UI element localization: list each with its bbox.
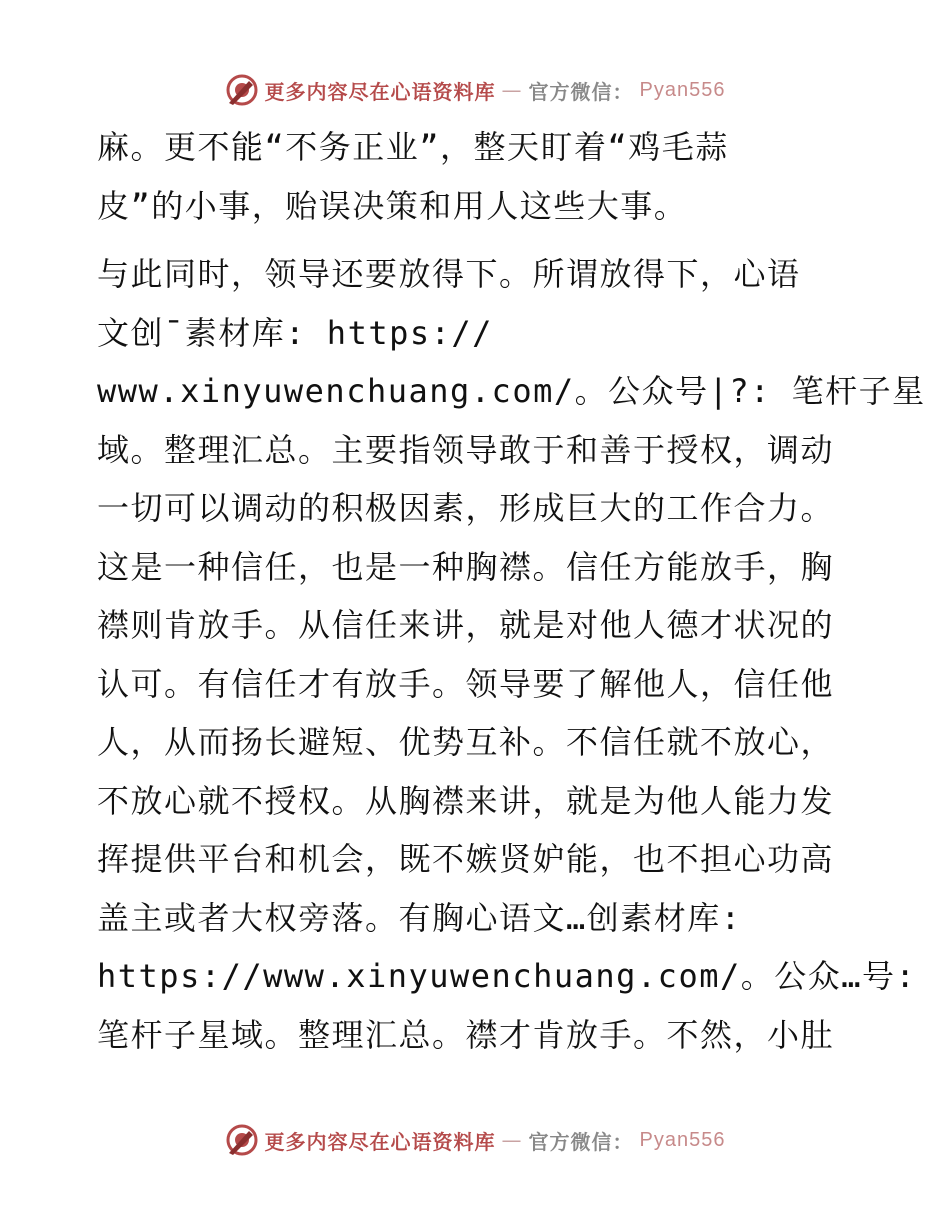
- text-line: 笔杆子星域。整理汇总。襟才肯放手。不然，小肚: [97, 1015, 835, 1054]
- text-line: 认可。有信任才有放手。领导要了解他人，信任他: [97, 664, 835, 703]
- text-line: 盖主或者大权旁落。有胸心语文…创素材库:: [97, 898, 742, 937]
- watermark-dash: —: [501, 78, 523, 102]
- watermark-dash: —: [501, 1128, 523, 1152]
- paragraph-gap: [97, 235, 857, 245]
- paragraph-1: [97, 118, 857, 235]
- watermark-official-label: 官方微信：: [528, 79, 634, 104]
- text-line: 不放心就不授权。从胸襟来讲，就是为他人能力发: [97, 781, 835, 820]
- text-line: 这是一种信任，也是一种胸襟。信任方能放手，胸: [97, 547, 835, 586]
- text-line: www.xinyuwenchuang.com/。公众号|?: 笔杆子星: [97, 372, 926, 410]
- text-line: 皮”的小事，贻误决策和用人这些大事。: [97, 186, 688, 225]
- watermark-wechat-id: Pyan556: [639, 1128, 726, 1151]
- text-line: 挥提供平台和机会，既不嫉贤妒能，也不担心功高: [97, 840, 835, 878]
- paragraph-2: [97, 245, 926, 1064]
- watermark-wechat-id: Pyan556: [639, 78, 726, 101]
- text-line: 文创¯素材库: https://: [97, 313, 493, 352]
- text-line: 与此同时，领导还要放得下。所谓放得下，心语: [97, 255, 801, 293]
- quill-logo-icon: [225, 73, 259, 107]
- footer-watermark: [0, 1120, 950, 1160]
- text-line: https://www.xinyuwenchuang.com/。公众…号:: [97, 957, 917, 995]
- header-watermark: [0, 70, 950, 110]
- watermark-line: [225, 1123, 726, 1157]
- watermark-brand: 更多内容尽在心语资料库: [264, 1129, 496, 1154]
- text-line: 一切可以调动的积极因素，形成巨大的工作合力。: [97, 489, 835, 527]
- quill-logo-icon: [225, 1123, 259, 1157]
- text-line: 人，从而扬长避短、优势互补。不信任就不放心，: [97, 723, 835, 761]
- watermark-line: [225, 73, 726, 107]
- text-line: 襟则肯放手。从信任来讲，就是对他人德才状况的: [97, 606, 835, 644]
- watermark-brand: 更多内容尽在心语资料库: [264, 79, 496, 104]
- text-line: 域。整理汇总。主要指领导敢于和善于授权，调动: [97, 430, 835, 469]
- watermark-official-label: 官方微信：: [528, 1129, 634, 1154]
- document-body: [97, 118, 926, 1064]
- text-line: 麻。更不能“不务正业”，整天盯着“鸡毛蒜: [97, 128, 729, 166]
